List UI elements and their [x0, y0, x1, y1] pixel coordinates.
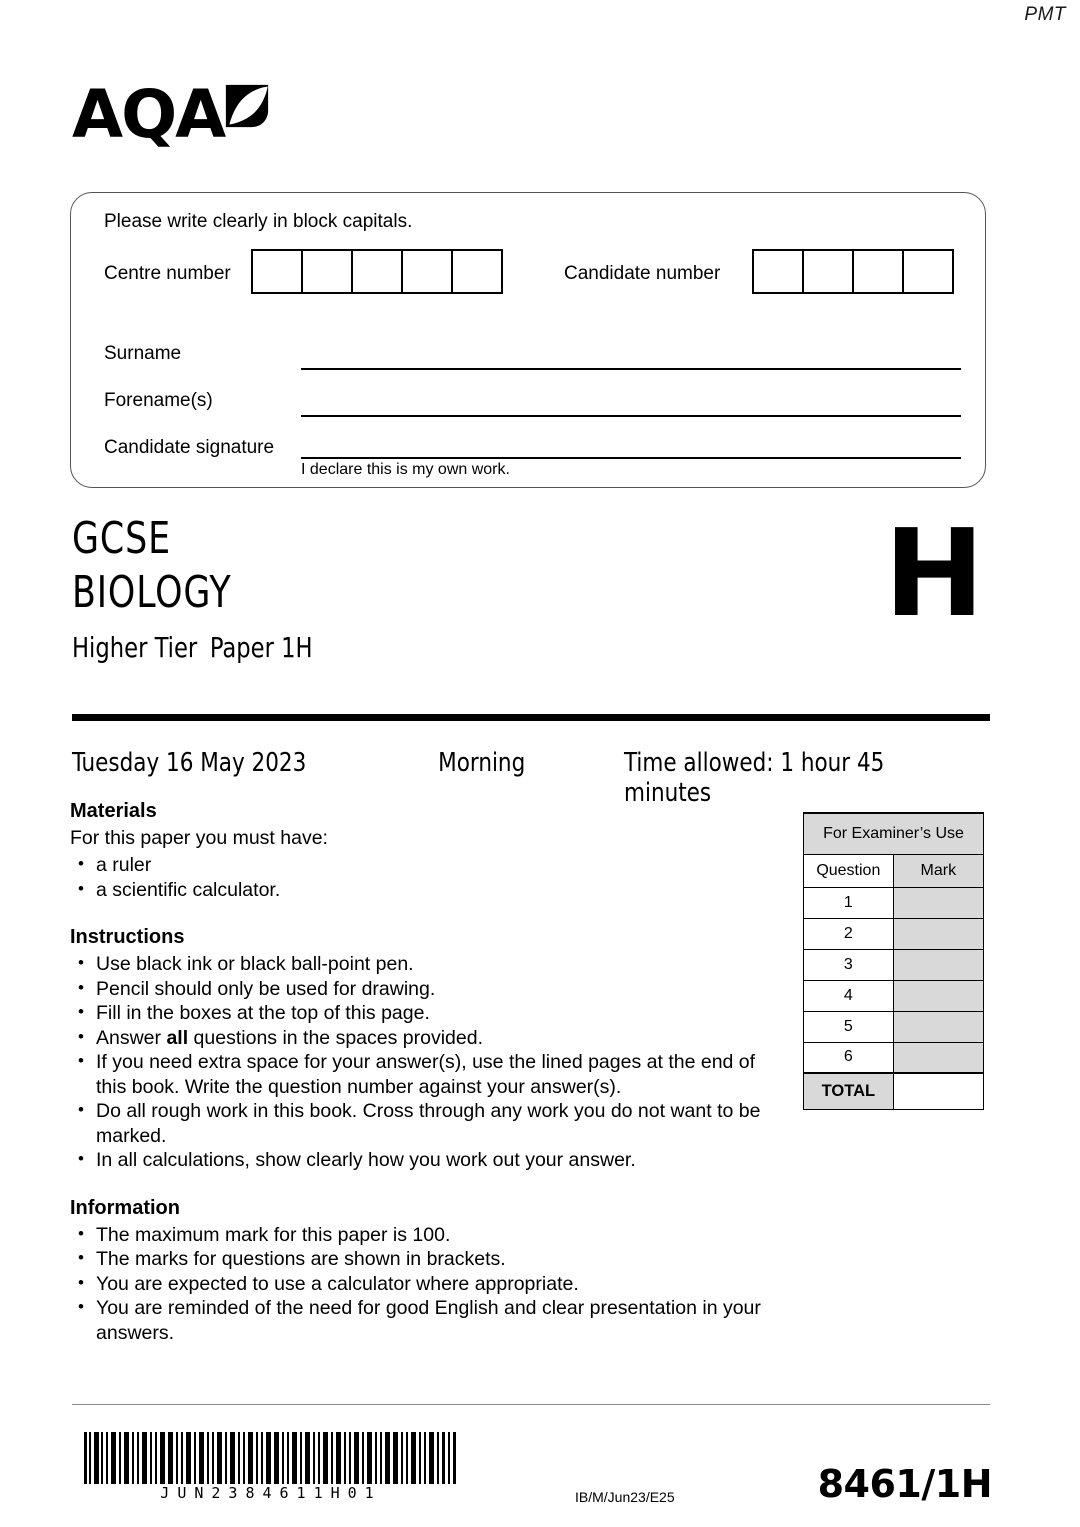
declaration-text: I declare this is my own work.	[301, 461, 510, 478]
list-item: • If you need extra space for your answer(s), use the lined pages at the end of this book. Write the question number against your answer(s).	[70, 1050, 780, 1099]
mark-cell[interactable]	[893, 980, 983, 1011]
list-item: • a scientific calculator.	[70, 878, 780, 903]
barcode-image	[84, 1432, 458, 1484]
table-row	[804, 980, 984, 1011]
list-item: • The maximum mark for this paper is 100.	[70, 1223, 780, 1248]
materials-heading: Materials	[70, 800, 157, 822]
list-item	[70, 1026, 780, 1051]
candidate-number-cell-4[interactable]	[902, 249, 954, 294]
barcode-text: JUN2384611H01	[160, 1484, 382, 1502]
column-header-mark: Mark	[893, 854, 983, 887]
instructions-heading: Instructions	[70, 926, 185, 948]
exam-session: Morning	[438, 748, 526, 778]
candidate-signature-rule	[301, 457, 961, 459]
tier-label: Higher Tier	[72, 631, 198, 664]
total-label: TOTAL	[804, 1073, 894, 1109]
column-header-question: Question	[804, 854, 894, 887]
mark-cell[interactable]	[893, 887, 983, 918]
centre-number-cell-3[interactable]	[351, 249, 403, 294]
surname-rule	[301, 368, 961, 370]
ib-code: IB/M/Jun23/E25	[575, 1489, 675, 1505]
information-list	[70, 1223, 780, 1346]
table-row	[804, 1042, 984, 1073]
list-item: • You are reminded of the need for good English and clear presentation in your answers.	[70, 1296, 780, 1345]
examiner-table-title: For Examiner’s Use	[804, 813, 984, 854]
list-item: • The marks for questions are shown in brackets.	[70, 1247, 780, 1272]
centre-number-cell-2[interactable]	[301, 249, 353, 294]
answer-all-bold: all	[166, 1026, 189, 1049]
centre-number-input[interactable]	[251, 249, 503, 294]
answer-all-suffix: questions in the spaces provided.	[188, 1026, 483, 1049]
qualification-title: GCSE	[72, 513, 171, 564]
question-number: 6	[804, 1042, 894, 1073]
table-row	[804, 887, 984, 918]
question-number: 5	[804, 1011, 894, 1042]
header-divider	[72, 714, 990, 721]
information-heading: Information	[70, 1196, 180, 1219]
mark-cell[interactable]	[893, 949, 983, 980]
paper-title-block	[72, 512, 339, 668]
question-number: 3	[804, 949, 894, 980]
table-row	[804, 813, 984, 854]
exam-date: Tuesday 16 May 2023	[72, 748, 307, 778]
examiner-use-table	[803, 812, 984, 1110]
total-mark-cell[interactable]	[893, 1073, 983, 1109]
pmt-watermark: PMT	[1024, 4, 1066, 25]
materials-list	[70, 853, 780, 902]
table-row	[804, 918, 984, 949]
list-item: • Do all rough work in this book. Cross through any work you do not want to be marked.	[70, 1099, 780, 1148]
candidate-signature-label: Candidate signature	[104, 437, 275, 458]
tier-letter-badge: H	[884, 505, 983, 644]
instructions-list	[70, 952, 780, 1173]
centre-number-label: Centre number	[104, 263, 231, 284]
list-item: • Use black ink or black ball-point pen.	[70, 952, 780, 977]
candidate-number-label: Candidate number	[564, 263, 721, 284]
centre-number-cell-4[interactable]	[401, 249, 453, 294]
subject-title: BIOLOGY	[72, 567, 232, 618]
table-row	[804, 1073, 984, 1109]
paper-label: Paper 1H	[209, 631, 313, 664]
table-row	[804, 1011, 984, 1042]
aqa-leaf-mark-icon	[225, 84, 269, 128]
question-number: 4	[804, 980, 894, 1011]
front-page-content	[70, 800, 780, 1345]
forename-label: Forename(s)	[104, 390, 213, 411]
candidate-number-cell-1[interactable]	[752, 249, 804, 294]
surname-label: Surname	[104, 343, 182, 364]
mark-cell[interactable]	[893, 1042, 983, 1073]
candidate-number-cell-3[interactable]	[852, 249, 904, 294]
mark-cell[interactable]	[893, 1011, 983, 1042]
aqa-logo	[72, 76, 269, 153]
tier-and-paper-line	[72, 628, 313, 668]
list-item: • You are expected to use a calculator where appropriate.	[70, 1272, 780, 1297]
list-item: • a ruler	[70, 853, 780, 878]
aqa-logo-text: AQA	[72, 76, 225, 153]
mark-cell[interactable]	[893, 918, 983, 949]
question-number: 2	[804, 918, 894, 949]
exam-time-allowed: Time allowed: 1 hour 45 minutes	[624, 748, 885, 808]
answer-all-prefix: Answer	[96, 1026, 167, 1049]
question-number: 1	[804, 887, 894, 918]
list-item: • Fill in the boxes at the top of this page.	[70, 1001, 780, 1026]
candidate-number-cell-2[interactable]	[802, 249, 854, 294]
table-row	[804, 949, 984, 980]
forename-rule	[301, 415, 961, 417]
centre-number-cell-1[interactable]	[251, 249, 303, 294]
table-row	[804, 854, 984, 887]
paper-code: 8461/1H	[817, 1462, 992, 1506]
list-item: • Pencil should only be used for drawing.	[70, 977, 780, 1002]
block-capitals-instruction: Please write clearly in block capitals.	[104, 211, 413, 232]
footer-divider	[72, 1404, 990, 1405]
materials-intro: For this paper you must have:	[70, 827, 328, 849]
list-item: • In all calculations, show clearly how you work out your answer.	[70, 1148, 780, 1173]
candidate-number-input[interactable]	[752, 249, 954, 294]
centre-number-cell-5[interactable]	[451, 249, 503, 294]
candidate-details-box	[70, 192, 986, 488]
